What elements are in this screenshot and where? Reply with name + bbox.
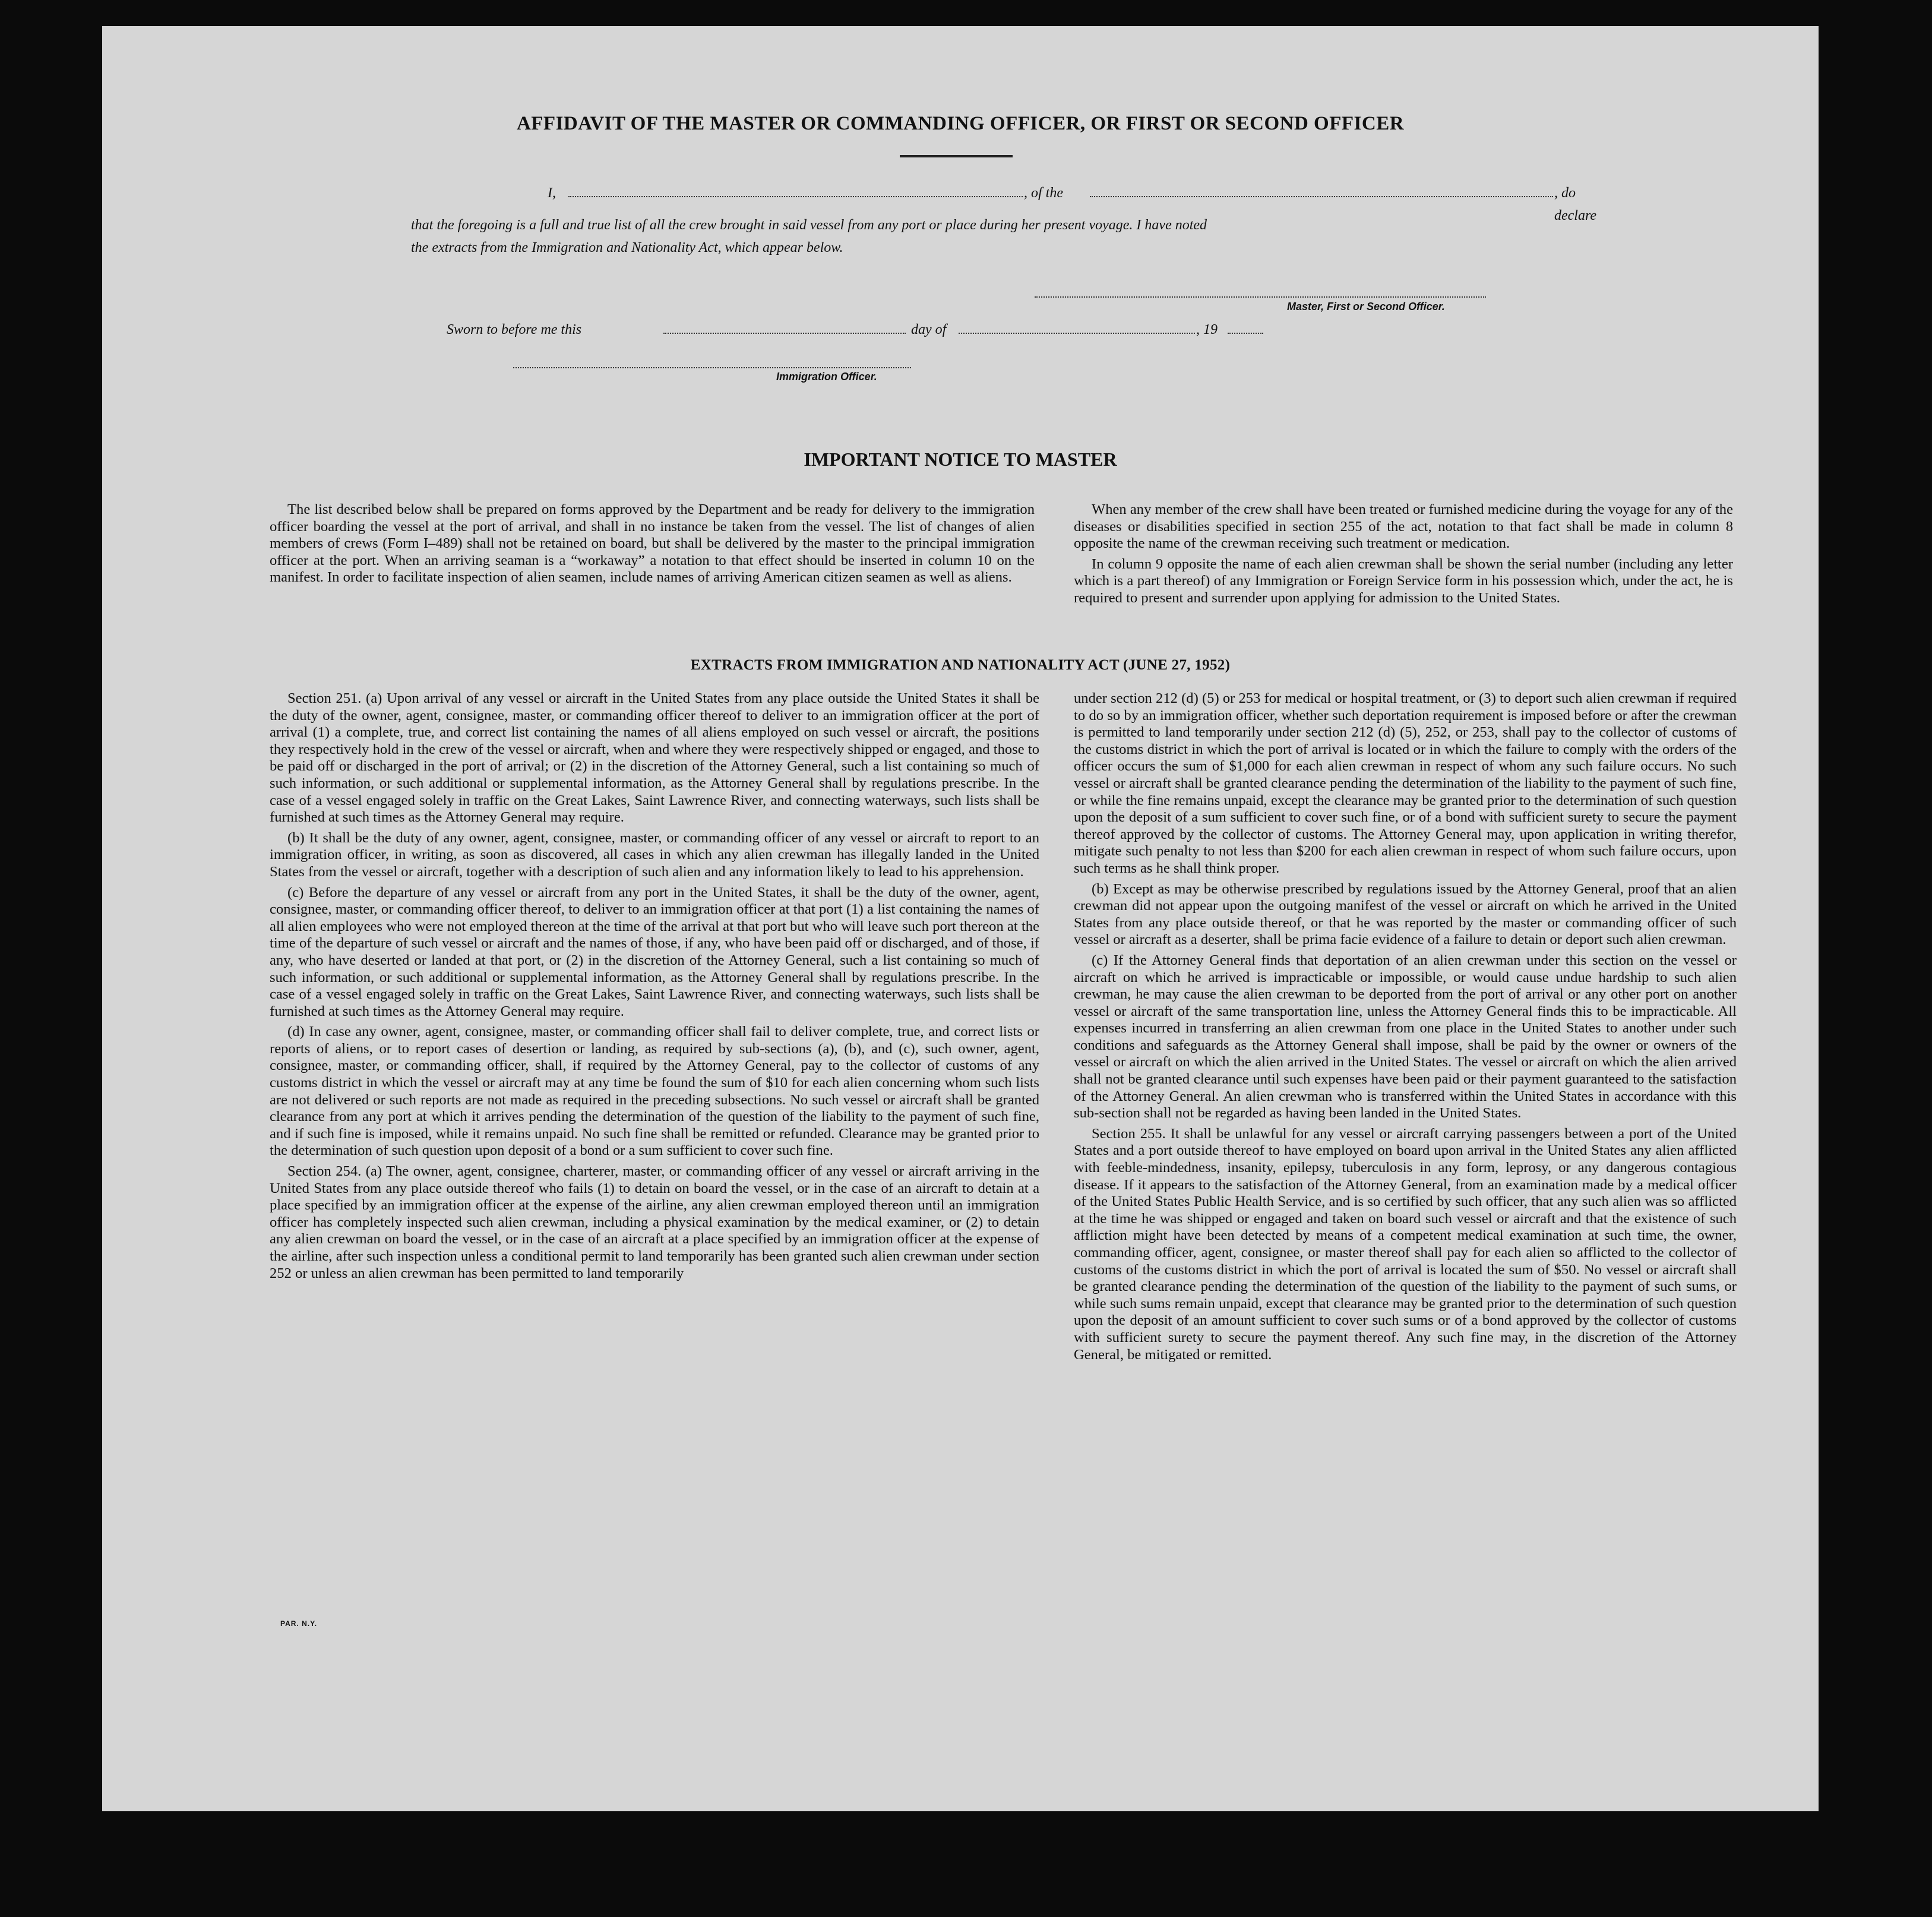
vessel-name-field[interactable]: [1090, 188, 1553, 197]
section-paragraph: (c) If the Attorney General finds that deportation of an alien crewman under this section on the vessel or aircraft on which he arrived is impracticable or impossible, or would cause undue hardship to such alien crewman, he may cause the alien crewman to be deported from the port of arrival or any other port on another vessel or aircraft of the same transportation line, unless the Attorney General finds this to be impracticable. All expenses incurred in transferring an alien crewman from one place in the United States to another under such conditions and safeguards as the Attorney General shall impose, shall be paid by the owner or owners of the vessel or aircraft on which the alien arrived in the United States. The vessel or aircraft on which the alien arrived shall not be granted clearance until such expenses have been paid or their payment guaranteed to the satisfaction of the Attorney General. An alien crewman who is transferred within the United States in accordance with this sub-section shall not be regarded as having been landed in the United States.: [1074, 952, 1737, 1122]
printer-mark: PAR. N.Y.: [280, 1619, 318, 1628]
section-paragraph: (d) In case any owner, agent, consignee, master, or commanding officer shall fail to deliver complete, true, and correct lists or reports of aliens, or to report cases of desertion or landing, as required by sub-sections (a), (b), and (c), such owner, agent, consignee, master, or commanding officer, shall, if required by the Attorney General, pay to the collector of customs of any customs district in which the vessel or aircraft may at any time be found the sum of $10 for each alien concerning whom such lists are not delivered or such reports are not made as required in the preceding subsections. No such vessel or aircraft shall be granted clearance from any port at which it arrives pending the determination of the question of the liability to the payment of such fine, and if such fine is imposed, while it remains unpaid. No such fine shall be remitted or refunded. Clearance may be granted prior to the determination of such question upon deposit of a bond or a sum sufficient to cover such fine.: [270, 1024, 1039, 1159]
day-of-label: day of: [911, 322, 947, 337]
notice-title: IMPORTANT NOTICE TO MASTER: [804, 449, 1117, 470]
affidavit-line-1: [447, 182, 1611, 223]
section-paragraph: (b) Except as may be otherwise prescribed by regulations issued by the Attorney General, proof that an alien crewman did not appear upon the outgoing manifest of the vessel or aircraft on which he arrived in the United States from any place outside thereof, or that he was reported by the master or commanding officer of such vessel or aircraft as a deserter, shall be prima facie evidence of a failure to detain or deport such alien crewman.: [1074, 880, 1737, 948]
title-underline: [900, 155, 1013, 157]
affidavit-title: AFFIDAVIT OF THE MASTER OR COMMANDING OFFICER, OR FIRST OR SECOND OFFICER: [516, 113, 1405, 134]
sworn-line: [447, 318, 1397, 342]
document-page: [102, 26, 1819, 1811]
officer-signature-line[interactable]: [1035, 296, 1486, 298]
extracts-right-column: [1074, 690, 1737, 1367]
immigration-signature-label: Immigration Officer.: [776, 371, 877, 383]
officer-signature-label: Master, First or Second Officer.: [1287, 301, 1445, 312]
immigration-signature-line[interactable]: [513, 367, 911, 368]
section-paragraph: Section 251. (a) Upon arrival of any vessel or aircraft in the United States from any place outside the United States it shall be the duty of the owner, agent, consignee, master, or commanding officer thereof to deliver to an immigration officer at the port of arrival (1) a complete, true, and correct list containing the names of all aliens employed on such vessel or aircraft, the positions they respectively hold in the crew of the vessel or aircraft, when and where they were respectively shipped or engaged, and those to be paid off or discharged in the port of arrival; or (2) in the discretion of the Attorney General, such a list containing so much of such information, or such additional or supplemental information, as the Attorney General shall by regulations prescribe. In the case of a vessel engaged solely in traffic on the Great Lakes, Saint Lawrence River, and connecting waterways, such lists shall be furnished at such times as the Attorney General may require.: [270, 690, 1039, 826]
notice-paragraph: The list described below shall be prepared on forms approved by the Department and be ready for delivery to the immigration officer boarding the vessel at the port of arrival, and shall in no instance be taken from the vessel. The list of changes of alien members of crews (Form I–489) shall not be retained on board, but shall be delivered by the master to the principal immigration officer at the port. When an arriving seaman is a “workaway” a notation to that effect should be inserted in column 10 on the manifest. In order to facilitate inspection of alien seamen, include names of arriving American citizen seamen as well as aliens.: [270, 501, 1035, 586]
year-label: , 19: [1196, 322, 1218, 337]
section-paragraph: Section 254. (a) The owner, agent, consignee, charterer, master, or commanding officer of any vessel or aircraft arriving in the United States from any place outside thereof who fails (1) to detain on board the vessel, or in the case of an aircraft to detain at a place specified by an immigration officer at the expense of the airline, any alien crewman employed thereon until an immigration officer has completely inspected such alien crewman, including a physical examination by the medical examiner, or (2) to detain any alien crewman on board the vessel, or in the case of an aircraft at a place specified by an immigration officer at the expense of the airline, after such inspection unless a conditional permit to land temporarily has been granted such alien crewman under section 252 or unless an alien crewman has been permitted to land temporarily: [270, 1163, 1039, 1281]
vessel-label: , of the: [1024, 185, 1063, 201]
section-paragraph: (c) Before the departure of any vessel or aircraft from any port in the United States, it shall be the duty of the owner, agent, consignee, master, or commanding officer thereof, to deliver to an immigration officer at that port (1) a list containing the names of all alien employees who were not employed thereon at the time of the arrival at that port but who will leave such port thereon at the time of the departure of such vessel or aircraft and the names of those, if any, who have been paid off or discharged, and of those, if any, who have deserted or landed at that port, or (2) in the discretion of the Attorney General, such a list containing so much of such information, or such additional or supplemental information, as the Attorney General shall by regulations prescribe. In the case of a vessel engaged solely in traffic on the Great Lakes, Saint Lawrence River, and connecting waterways, such lists shall be furnished at such times as the Attorney General may require.: [270, 884, 1039, 1019]
section-paragraph: (b) It shall be the duty of any owner, agent, consignee, master, or commanding officer of any vessel or aircraft to report to an immigration officer, in writing, as soon as discovered, all cases in which any alien crewman has illegally landed in the United States from the vessel or aircraft, together with a description of such alien and any information likely to lead to his apprehension.: [270, 829, 1039, 880]
sworn-date-field[interactable]: [663, 324, 906, 334]
sworn-label: Sworn to before me this: [447, 322, 582, 337]
declarant-label: I,: [548, 185, 556, 201]
section-paragraph: Section 255. It shall be unlawful for any vessel or aircraft carrying passengers between a port of the United States and a port outside thereof to have employed on board upon arrival in the United States any alien afflicted with feeble-mindedness, insanity, epilepsy, tuberculosis in any form, leprosy, or any dangerous contagious disease. If it appears to the satisfaction of the Attorney General, from an examination made by a medical officer of the United States Public Health Service, and is so certified by such officer, that any such alien was so afflicted at the time he was shipped or engaged and taken on board such vessel or aircraft and that the existence of such affliction might have been detected by means of a competent medical examination at such time, the owner, commanding officer, agent, consignee, or master thereof shall pay for each alien so afflicted to the collector of customs of the customs district in which the port of arrival is located the sum of $50. No vessel or aircraft shall be granted clearance pending the determination of the question of the liability to the payment of such sums, or while such sums remain unpaid, except that clearance may be granted prior to the determination of such question upon the deposit of an amount sufficient to cover such sums or of a bond approved by the collector of customs with sufficient surety to secure the payment thereof. Any such fine may, in the discretion of the Attorney General, be mitigated or remitted.: [1074, 1125, 1737, 1363]
sworn-month-field[interactable]: [959, 324, 1195, 334]
notice-right-column: [1074, 501, 1733, 611]
notice-paragraph: When any member of the crew shall have been treated or furnished medicine during the voyage for any of the diseases or disabilities specified in section 255 of the act, notation to that fact shall be made in column 8 opposite the name of the crewman receiving such treatment or medication.: [1074, 501, 1733, 552]
affidavit-line-2: that the foregoing is a full and true list of all the crew brought in said vessel from any port or place during her present voyage. I have noted: [411, 217, 1207, 233]
extracts-title: EXTRACTS FROM IMMIGRATION AND NATIONALITY ACT (JUNE 27, 1952): [690, 657, 1231, 673]
section-paragraph: under section 212 (d) (5) or 253 for medical or hospital treatment, or (3) to deport such alien crewman if required to do so by an immigration officer, whether such deportation requirement is imposed before or after the crewman is permitted to land temporarily under section 212 (d) (5), 252, or 253, shall pay to the collector of customs of the customs district in which the port of arrival is located or in which the failure to comply with the orders of the officer occurs the sum of $1,000 for each alien crewman in respect of whom any such failure occurs. No such vessel or aircraft shall be granted clearance pending the determination of the liability to the payment of such fine, or while the fine remains unpaid, except the clearance may be granted prior to the determination of such question upon the deposit of a sum sufficient to cover such fine, or of a bond with sufficient surety to secure the payment thereof approved by the collector of customs. The Attorney General may, upon application in writing therefor, mitigate such penalty to not less than $200 for each alien crewman in respect of whom such failure occurs, upon such terms as he shall think proper.: [1074, 690, 1737, 876]
extracts-left-column: [270, 690, 1039, 1286]
affidavit-line-3: the extracts from the Immigration and Nationality Act, which appear below.: [411, 240, 843, 255]
declarant-name-field[interactable]: [568, 188, 1023, 197]
notice-paragraph: In column 9 opposite the name of each alien crewman shall be shown the serial number (including any letter which is a part thereof) of any Immigration or Foreign Service form in his possession which, under the act, he is required to present and surrender upon applying for admission to the United States.: [1074, 555, 1733, 606]
sworn-year-field[interactable]: [1228, 324, 1263, 334]
notice-left-column: [270, 501, 1035, 590]
declare-label: , do declare: [1554, 185, 1597, 223]
